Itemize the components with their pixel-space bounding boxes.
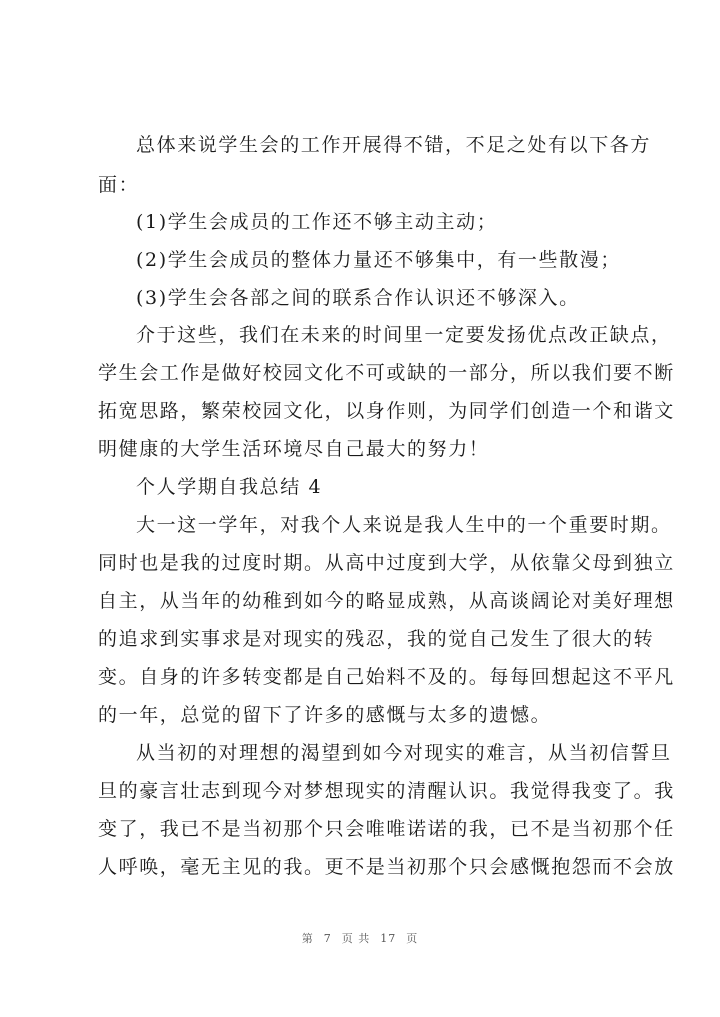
list-item: (1)学生会成员的工作还不够主动主动； <box>136 211 498 233</box>
text-line: 介于这些，我们在未来的时间里一定要发扬优点改正缺点， <box>136 324 672 346</box>
text-line: 变了，我已不是当初那个只会唯唯诺诺的我，已不是当初那个任 <box>98 818 675 840</box>
text-line: 旦的豪言壮志到现今对梦想现实的清醒认识。我觉得我变了。我 <box>98 780 675 802</box>
total-pages-number: 17 <box>380 932 397 945</box>
footer-mid: 页 共 <box>341 932 371 945</box>
text-line: 同时也是我的过度时期。从高中过度到大学，从依靠父母到独立 <box>98 552 675 574</box>
section-heading: 个人学期自我总结 4 <box>136 476 323 498</box>
text-line: 总体来说学生会的工作开展得不错，不足之处有以下各方 <box>136 134 652 156</box>
text-line: 学生会工作是做好校园文化不可或缺的一部分，所以我们要不断 <box>98 362 675 384</box>
text-line: 人呼唤，毫无主见的我。更不是当初那个只会感慨抱怨而不会放 <box>98 856 675 878</box>
list-item: (3)学生会各部之间的联系合作认识还不够深入。 <box>136 287 580 309</box>
text-line: 从当初的对理想的渴望到如今对现实的难言，从当初信誓旦 <box>136 742 672 764</box>
current-page-number: 7 <box>323 932 332 945</box>
text-line: 大一这一学年，对我个人来说是我人生中的一个重要时期。 <box>136 514 672 536</box>
page-footer <box>0 930 720 946</box>
footer-suffix: 页 <box>406 932 419 945</box>
text-line: 明健康的大学生活环境尽自己最大的努力！ <box>98 438 490 460</box>
footer-prefix: 第 <box>301 932 314 945</box>
text-line: 拓宽思路，繁荣校园文化，以身作则，为同学们创造一个和谐文 <box>98 400 675 422</box>
text-line: 的一年，总觉的留下了许多的感慨与太多的遗憾。 <box>98 704 552 726</box>
text-line: 面： <box>98 174 140 196</box>
text-line: 自主，从当年的幼稚到如今的略显成熟，从高谈阔论对美好理想 <box>98 590 675 612</box>
text-line: 的追求到实事求是对现实的残忍，我的觉自己发生了很大的转 <box>98 628 655 650</box>
list-item: (2)学生会成员的整体力量还不够集中，有一些散漫； <box>136 249 621 271</box>
text-line: 变。自身的许多转变都是自己始料不及的。每每回想起这不平凡 <box>98 666 675 688</box>
